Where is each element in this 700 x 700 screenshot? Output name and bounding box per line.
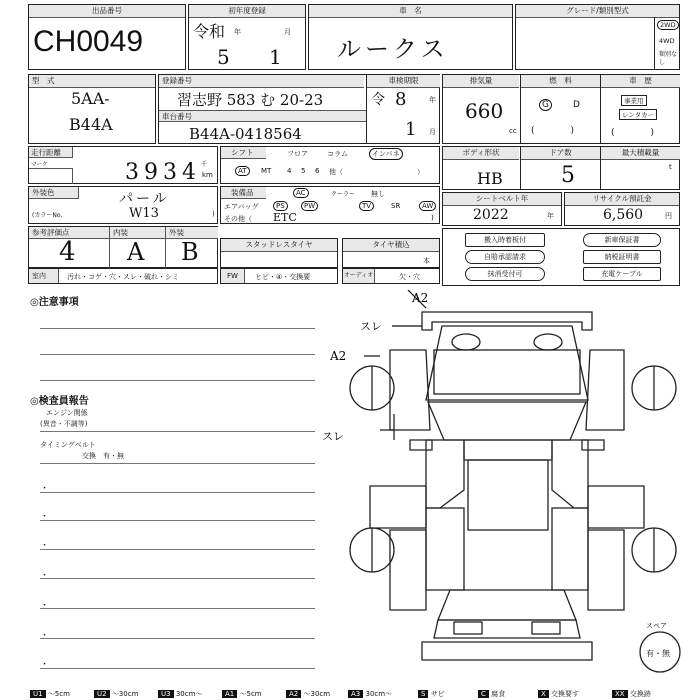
doc-liability-request: 自賠承認請求 xyxy=(465,250,545,264)
inspection-era: 令 xyxy=(371,92,385,108)
spare-label: スペア xyxy=(646,622,667,630)
history-label: 車 歴 xyxy=(601,75,680,88)
mark-sure-front: スレ xyxy=(360,320,382,333)
equip-ps: PS xyxy=(273,201,288,211)
plate-value: 習志野 583 む 20-23 xyxy=(177,91,324,109)
quarter-right xyxy=(588,530,624,610)
legend-key-7: C xyxy=(478,690,489,698)
body-shape: HB xyxy=(477,169,503,188)
legend-val-8: 交換要す xyxy=(551,690,580,698)
equip-sr: SR xyxy=(391,202,401,210)
fender-front-left xyxy=(390,350,430,430)
audio-box xyxy=(342,268,440,284)
doc-new-car-warranty: 新車保証書 xyxy=(583,233,661,247)
mark-a2-top: A2 xyxy=(412,291,429,305)
equip-cooler: クーラー xyxy=(331,191,356,198)
shift-5: 5 xyxy=(301,167,306,175)
first-reg-box xyxy=(188,4,306,70)
shift-other: 他（ xyxy=(329,168,343,176)
fuel-d: D xyxy=(573,100,580,110)
engine-box: 排気量 660 cc 燃 料 G D ( ) 車 歴 事業用 レンタカー ( ) xyxy=(442,74,680,144)
side-sill-right xyxy=(588,486,644,528)
score-label: 参考評価点 xyxy=(29,227,109,239)
legend-key-0: U1 xyxy=(30,690,46,698)
shift-other-close: ） xyxy=(417,168,424,176)
displacement-label: 排気量 xyxy=(443,75,519,88)
tailgate xyxy=(434,620,580,638)
engine-label: エンジン関係 xyxy=(46,409,88,417)
doc-charging-cable: 充電ケーブル xyxy=(583,267,661,281)
studless-label: スタッドレスタイヤ xyxy=(221,239,337,252)
recycle-unit: 円 xyxy=(665,212,672,220)
fuel-label: 燃 料 xyxy=(521,75,600,88)
model-box xyxy=(28,74,156,144)
car-name-label: 車 名 xyxy=(309,5,512,18)
mileage-value: 3934 xyxy=(125,160,201,185)
chassis-label: 車台番号 xyxy=(159,110,366,122)
headlight-left xyxy=(452,334,480,350)
interior-note-label: 室内 xyxy=(29,269,59,283)
max-load-label: 最大積載量 xyxy=(601,147,680,160)
lot-number: CH0049 xyxy=(33,25,144,58)
shift-at: AT xyxy=(235,166,250,176)
grades-box xyxy=(28,226,218,268)
bullet-7: ・ xyxy=(40,660,50,670)
doors-label: ドア数 xyxy=(521,147,600,160)
inspection-year: 8 xyxy=(395,89,407,110)
exterior-value: B xyxy=(181,238,199,266)
legend-val-3: ～5cm xyxy=(239,690,262,698)
legend-val-4: ～30cm xyxy=(303,690,331,698)
color-code: W13 xyxy=(129,206,159,221)
fuel-g: G xyxy=(539,99,552,111)
first-reg-label: 初年度登録 xyxy=(189,5,305,18)
car-name-box xyxy=(308,4,513,70)
inspector-title: ◎検査員報告 xyxy=(30,396,89,407)
fw-box xyxy=(220,268,338,284)
doc-arrival-plate: 搬入時着板付 xyxy=(465,233,545,247)
fw-opts: ヒビ・④・交換要 xyxy=(255,273,311,281)
legend-key-9: XX xyxy=(612,690,628,698)
mileage-label: 走行距離 xyxy=(29,147,73,158)
mileage-box xyxy=(28,146,218,184)
interior-note: 汚れ・コゲ・穴・スレ・破れ・シミ xyxy=(67,273,179,281)
mirror-right xyxy=(582,440,604,450)
mileage-unit-thousand: 千 xyxy=(201,161,208,168)
bullet-2: ・ xyxy=(40,512,50,522)
equipment-label: 装備品 xyxy=(221,187,266,199)
recycle-amount: 6,560 xyxy=(603,207,644,223)
tire-unit: 本 xyxy=(423,257,430,265)
lot-label: 出品番号 xyxy=(29,5,185,18)
history-rental: レンタカー xyxy=(619,109,657,120)
equipment-box: 装備品 AC クーラー 無し エアバッグ PS PW TV SR AW その他（ ETC ) xyxy=(220,186,440,224)
interior-note-box xyxy=(28,268,218,284)
recycle-box xyxy=(564,192,680,226)
shift-column: コラム xyxy=(327,150,348,158)
seatbelt-year: 2022 xyxy=(473,207,509,223)
inspection-month: 1 xyxy=(405,119,417,140)
timing-sub: 交換 有・無 xyxy=(82,452,124,460)
doors-value: 5 xyxy=(561,163,575,188)
fender-front-right xyxy=(586,350,624,430)
doc-tax-cert: 納税証明書 xyxy=(583,250,661,264)
quarter-left xyxy=(390,530,426,610)
month-unit: 月 xyxy=(284,28,291,36)
shift-6: 6 xyxy=(315,167,320,175)
door-rear-right xyxy=(552,508,588,590)
equip-other: ETC xyxy=(273,211,297,224)
color-value: パール xyxy=(119,191,170,207)
headlight-right xyxy=(534,334,562,350)
grade-label: グレード/類別型式 xyxy=(516,5,679,18)
front-bumper xyxy=(422,312,592,330)
chassis-value: B44A-0418564 xyxy=(189,125,302,143)
seatbelt-unit: 年 xyxy=(547,212,554,220)
interior-value: A xyxy=(127,238,145,266)
lot-box xyxy=(28,4,186,70)
displacement-value: 660 xyxy=(465,99,504,123)
spare-value: 有・無 xyxy=(646,649,670,658)
plate-label: 登録番号 xyxy=(159,75,364,88)
equip-none: 無し xyxy=(371,190,385,198)
color-code-label: (カラーNo. xyxy=(32,212,63,219)
legend-val-6: サビ xyxy=(430,690,445,698)
audio-opts: 欠・穴 xyxy=(399,273,420,281)
interior-label: 内装 xyxy=(109,227,165,239)
inspection-month-unit: 月 xyxy=(429,128,436,136)
legend-key-8: X xyxy=(538,690,549,698)
bullet-5: ・ xyxy=(40,601,50,611)
door-rear-left xyxy=(426,508,464,590)
audio-label: オーディオ xyxy=(343,269,375,283)
legend-key-3: A1 xyxy=(222,690,237,698)
legend-val-1: ～30cm xyxy=(111,690,139,698)
shift-floor: フロア xyxy=(287,150,308,158)
timing-label: タイミングベルト xyxy=(40,441,96,449)
legend-key-6: S xyxy=(418,690,428,698)
legend-val-2: 30cm～ xyxy=(175,690,203,698)
mileage-mark-label: マーク xyxy=(31,162,48,168)
bullet-3: ・ xyxy=(40,541,50,551)
bullet-6: ・ xyxy=(40,631,50,641)
recycle-label: リサイクル預託金 xyxy=(565,193,679,206)
studless-box xyxy=(220,238,338,268)
first-reg-era: 令和 xyxy=(193,22,226,41)
inspection-year-unit: 年 xyxy=(429,96,436,104)
model-type-2: B44A xyxy=(69,115,113,134)
history-business: 事業用 xyxy=(621,95,647,106)
seatbelt-label: シートベルト年 xyxy=(443,193,561,206)
tire-label: タイヤ積込 xyxy=(343,239,439,252)
legend-key-4: A2 xyxy=(286,690,301,698)
inspection-label: 車検期限 xyxy=(367,75,440,88)
shift-box xyxy=(220,146,440,184)
windshield xyxy=(428,402,586,440)
equip-aw: AW xyxy=(419,201,436,211)
score-value: 4 xyxy=(59,237,76,267)
drive-4wd: 4WD xyxy=(659,37,675,45)
mirror-left xyxy=(410,440,432,450)
equip-airbag: エアバッグ xyxy=(224,203,259,211)
legend-key-1: U2 xyxy=(94,690,110,698)
bullet-1: ・ xyxy=(40,484,50,494)
rear-glass xyxy=(438,590,576,620)
equip-other-label: その他（ xyxy=(224,215,252,223)
tail-right xyxy=(532,622,560,634)
engine-sub: (異音・不調等) xyxy=(40,420,88,428)
car-name: ルークス xyxy=(337,35,449,63)
hood xyxy=(426,326,588,400)
car-diagram xyxy=(322,290,690,686)
drive-2wd: 2WD xyxy=(657,20,679,30)
model-label: 型 式 xyxy=(29,75,155,88)
equip-pw: PW xyxy=(301,201,318,211)
legend-key-2: U3 xyxy=(158,690,174,698)
plate-box xyxy=(158,74,440,144)
docs-box xyxy=(442,228,680,286)
shift-4: 4 xyxy=(287,167,292,175)
legend-key-5: A3 xyxy=(348,690,363,698)
seatbelt-box xyxy=(442,192,562,226)
inspection-box xyxy=(366,75,440,144)
year-unit: 年 xyxy=(234,28,241,36)
shift-label: シフト xyxy=(221,147,266,159)
displacement-unit: cc xyxy=(509,127,517,135)
drive-none: 類別なし xyxy=(659,51,678,66)
roof-front xyxy=(464,440,552,460)
mark-a2-left: A2 xyxy=(330,349,347,363)
legend-val-0: ～5cm xyxy=(47,690,70,698)
equip-tv: TV xyxy=(359,201,374,211)
mileage-unit-km: km xyxy=(202,171,213,179)
mark-sure-left: スレ xyxy=(322,430,344,443)
roof xyxy=(468,460,548,530)
max-load-unit: t xyxy=(669,163,672,171)
body-shape-label: ボディ形状 xyxy=(443,147,519,160)
color-box: 外装色 パール (カラーNo. W13 ) xyxy=(28,186,218,224)
model-type-1: 5AA- xyxy=(71,89,110,108)
first-reg-year: 5 xyxy=(217,45,230,69)
first-reg-month: 1 xyxy=(269,45,282,69)
shift-inpane: インパネ xyxy=(369,148,403,160)
caution-title: ◎注意事項 xyxy=(30,297,79,308)
tail-left xyxy=(454,622,482,634)
equip-ac: AC xyxy=(293,188,309,198)
bullet-4: ・ xyxy=(40,571,50,581)
rear-bumper xyxy=(422,642,592,660)
shift-mt: MT xyxy=(261,167,272,175)
doc-cancellation: 抹消受付可 xyxy=(465,267,545,281)
legend-val-9: 交換跡 xyxy=(629,690,651,698)
body-box xyxy=(442,146,680,190)
exterior-label: 外装 xyxy=(165,227,218,239)
tire-box xyxy=(342,238,440,268)
legend-val-5: 30cm～ xyxy=(365,690,393,698)
legend-val-7: 腐食 xyxy=(491,690,506,698)
color-label: 外装色 xyxy=(29,187,79,199)
grade-box xyxy=(515,4,680,70)
fw-label: FW xyxy=(221,269,245,283)
grille xyxy=(434,350,580,394)
side-sill-left xyxy=(370,486,426,528)
